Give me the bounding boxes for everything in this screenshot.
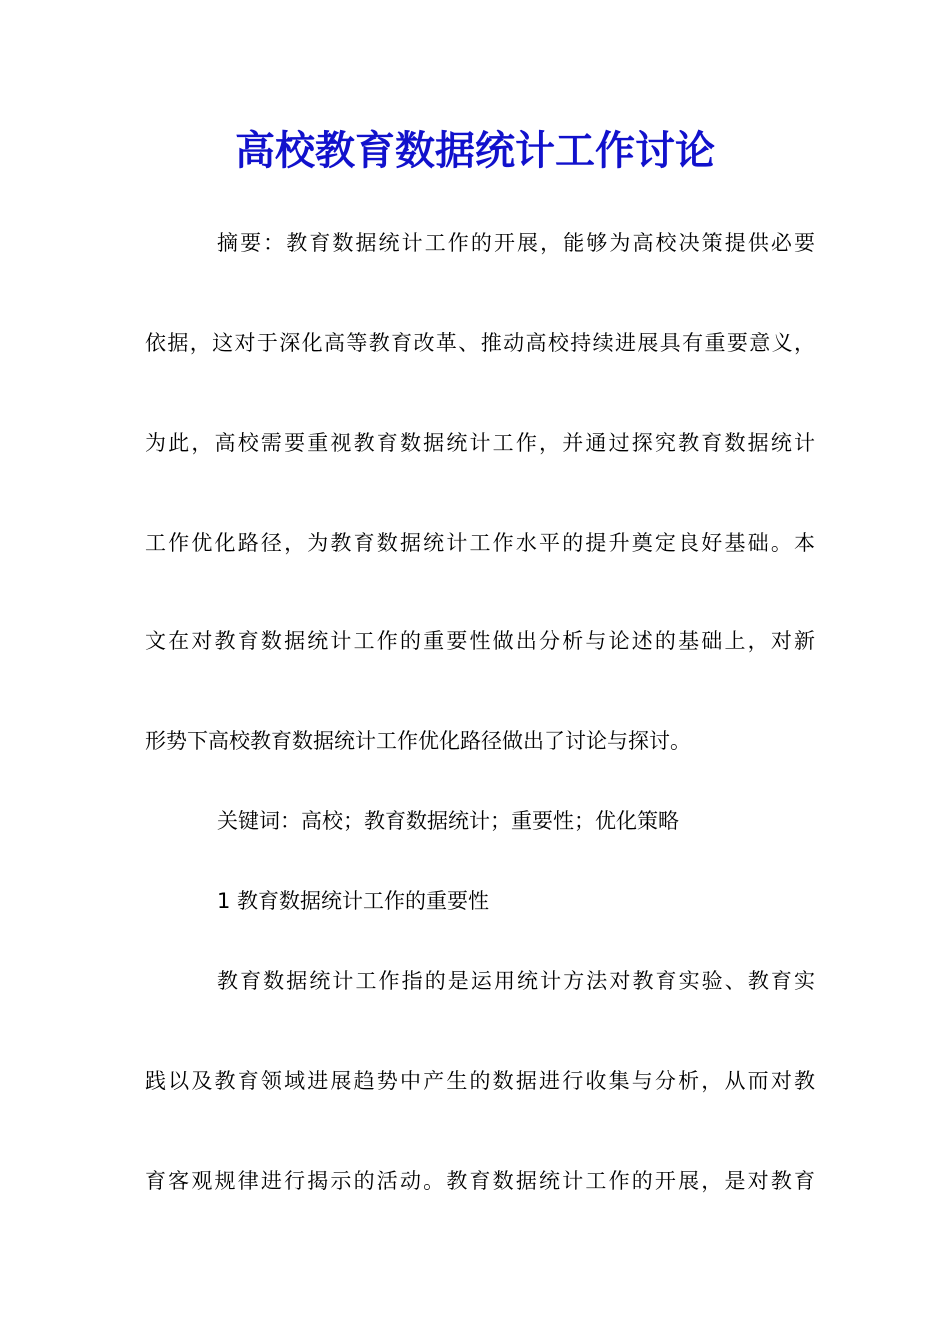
- body-line-2: 践以及教育领域进展趋势中产生的数据进行收集与分析，从而对教: [145, 1069, 815, 1093]
- abstract-line-1: 摘要：教育数据统计工作的开展，能够为高校决策提供必要: [217, 231, 815, 255]
- abstract-line-4: 工作优化路径，为教育数据统计工作水平的提升奠定良好基础。本: [145, 531, 815, 555]
- section-heading: 1 教育数据统计工作的重要性: [217, 889, 490, 913]
- body-line-3: 育客观规律进行揭示的活动。教育数据统计工作的开展，是对教育: [145, 1169, 815, 1193]
- body-line-1: 教育数据统计工作指的是运用统计方法对教育实验、教育实: [217, 969, 815, 993]
- abstract-line-6: 形势下高校教育数据统计工作优化路径做出了讨论与探讨。: [145, 729, 691, 753]
- abstract-line-3: 为此，高校需要重视教育数据统计工作，并通过探究教育数据统计: [145, 431, 815, 455]
- keywords-line: 关键词：高校；教育数据统计；重要性；优化策略: [217, 809, 679, 833]
- abstract-line-2: 依据，这对于深化高等教育改革、推动高校持续进展具有重要意义，: [145, 331, 815, 355]
- page-title: 高校教育数据统计工作讨论: [235, 127, 715, 174]
- abstract-line-5: 文在对教育数据统计工作的重要性做出分析与论述的基础上，对新: [145, 629, 815, 653]
